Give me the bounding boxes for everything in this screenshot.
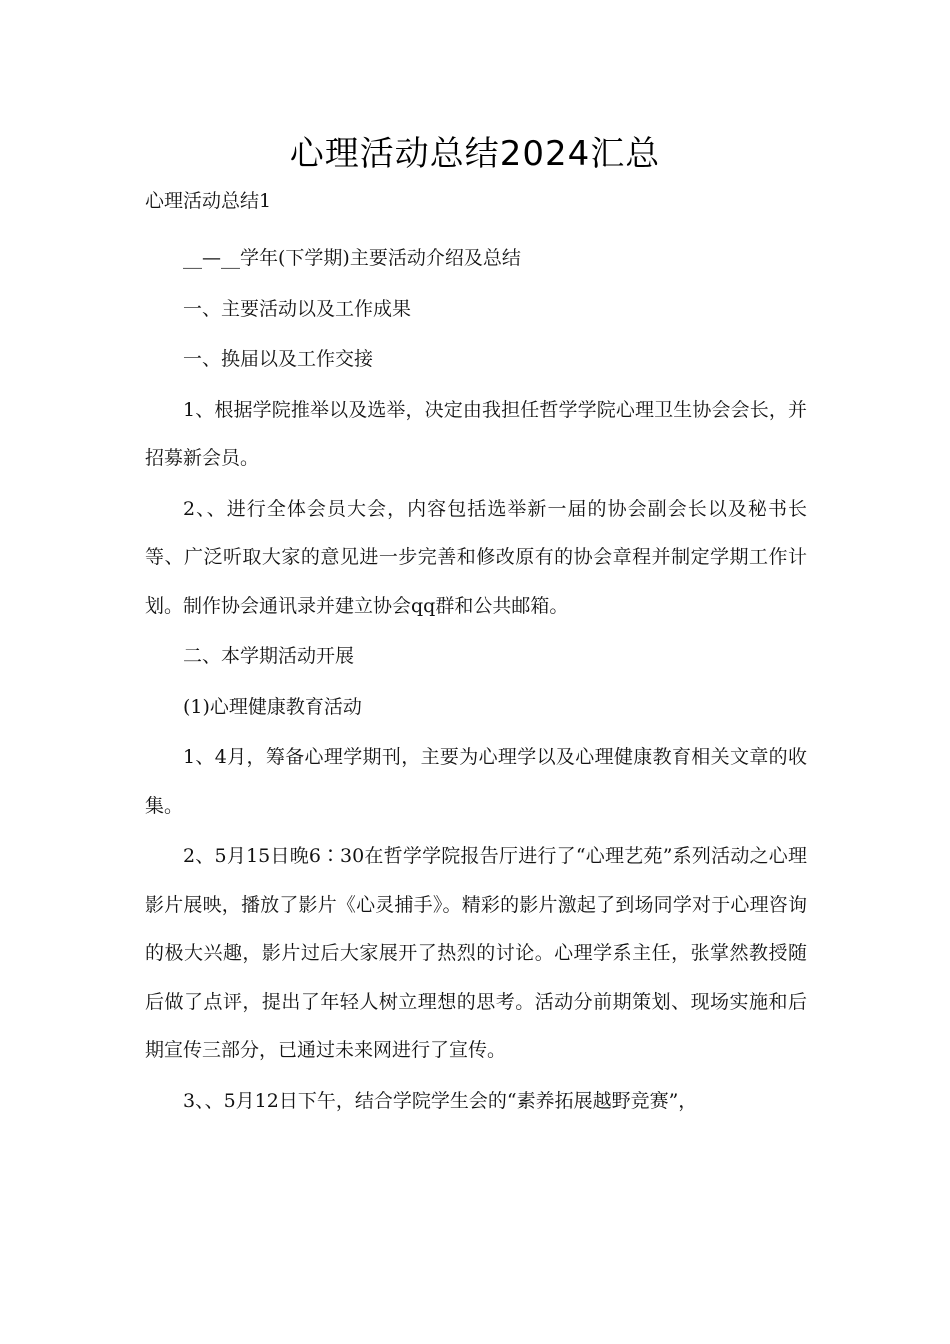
paragraph: 2、、进行全体会员大会，内容包括选举新一届的协会副会长以及秘书长等、广泛听取大家的意见进一步完善和修改原有的协会章程并制定学期工作计划。制作协会通讯录并建立协会qq群和公共邮箱。 [145, 497, 807, 617]
paragraph: 3、、5月12日下午，结合学院学生会的“素养拓展越野竞赛”， [183, 1089, 698, 1112]
document-body [145, 234, 807, 1127]
paragraph: 一、主要活动以及工作成果 [183, 297, 412, 320]
paragraph: 2、5月15日晚6∶30在哲学学院报告厅进行了“心理艺苑”系列活动之心理影片展映，播放了影片《心灵捕手》。精彩的影片激起了到场同学对于心理咨询的极大兴趣，影片过后大家展开了热烈的讨论。心理学系主任，张掌然教授随后做了点评，提出了年轻人树立理想的思考。活动分前期策划、现场实施和后期宣传三部分，已通过未来网进行了宣传。 [145, 845, 807, 1061]
paragraph: __—__学年(下学期)主要活动介绍及总结 [183, 247, 521, 269]
paragraph: (1)心理健康教育活动 [183, 695, 362, 718]
paragraph: 一、换届以及工作交接 [183, 348, 374, 370]
section-subtitle: 心理活动总结1 [145, 190, 272, 212]
paragraph: 1、根据学院推举以及选举，决定由我担任哲学学院心理卫生协会会长，并招募新会员。 [145, 398, 807, 469]
document-title: 心理活动总结2024汇总 [289, 134, 661, 174]
paragraph: 二、本学期活动开展 [183, 645, 355, 667]
paragraph: 1、4月，筹备心理学期刊，主要为心理学以及心理健康教育相关文章的收集。 [145, 746, 807, 817]
